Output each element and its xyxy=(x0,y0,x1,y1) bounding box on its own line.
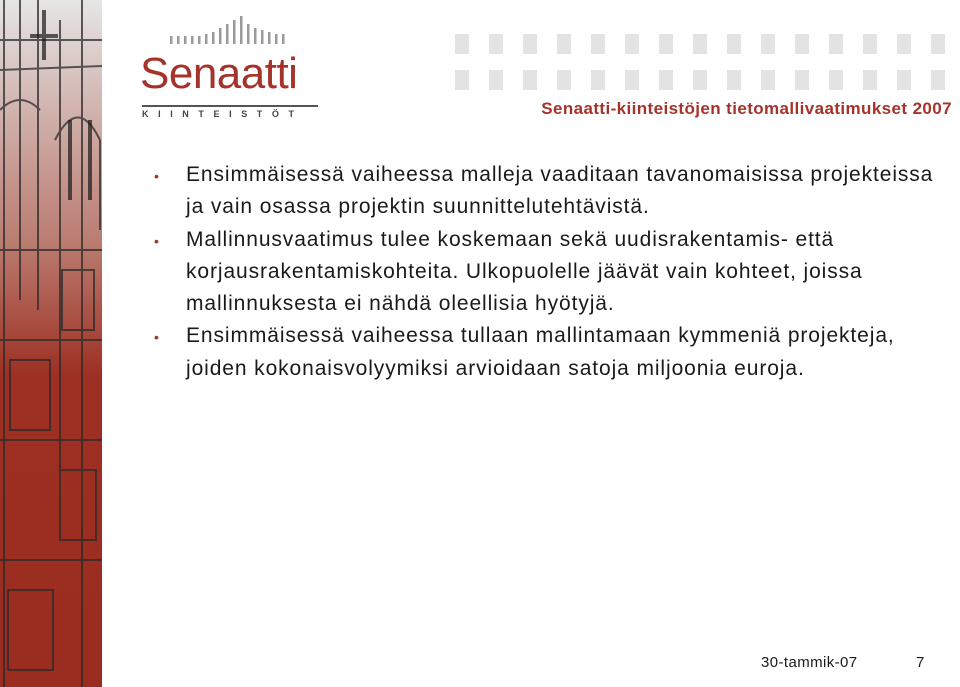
pattern-block xyxy=(591,70,605,90)
pattern-block xyxy=(489,70,503,90)
logo-wordmark: Senaatti xyxy=(140,49,298,98)
pattern-block xyxy=(523,34,537,54)
pattern-block xyxy=(659,70,673,90)
pattern-block xyxy=(693,34,707,54)
pattern-block xyxy=(897,34,911,54)
bullet-item xyxy=(152,224,952,321)
pattern-block xyxy=(557,70,571,90)
pattern-block xyxy=(931,34,945,54)
pattern-block xyxy=(523,70,537,90)
logo-divider xyxy=(142,105,318,107)
pattern-block xyxy=(693,70,707,90)
footer-date: 30-tammik-07 xyxy=(761,654,858,671)
senaatti-logo xyxy=(140,16,325,119)
bullet-icon: • xyxy=(154,232,159,249)
bullet-text: Ensimmäisessä vaiheessa tullaan mallintamaan kymmeniä projekteja, joiden kokonaisvolyymiksi arvioidaan satoja miljoonia euroja. xyxy=(186,324,895,380)
pattern-block xyxy=(761,70,775,90)
slide-header-title: Senaatti-kiinteistöjen tietomallivaatimukset 2007 xyxy=(541,99,952,118)
pattern-block xyxy=(897,70,911,90)
logo-subtitle: KIINTEISTÖT xyxy=(142,109,304,119)
pattern-block xyxy=(931,70,945,90)
bullet-item xyxy=(152,159,952,224)
bullet-list xyxy=(152,159,952,385)
pattern-block xyxy=(455,70,469,90)
bullet-icon: • xyxy=(154,329,159,346)
pattern-block xyxy=(625,34,639,54)
bullet-text: Ensimmäisessä vaiheessa malleja vaaditaan tavanomaisissa projekteissa ja vain osassa projektin suunnittelutehtävistä. xyxy=(186,163,934,219)
bullet-item xyxy=(152,320,952,385)
pattern-block xyxy=(557,34,571,54)
architecture-decoration xyxy=(0,0,102,687)
pattern-block xyxy=(863,70,877,90)
pattern-block xyxy=(795,70,809,90)
pattern-block xyxy=(455,34,469,54)
pattern-block xyxy=(727,70,741,90)
pattern-block xyxy=(829,34,843,54)
pattern-block xyxy=(795,34,809,54)
pattern-block xyxy=(761,34,775,54)
page-number: 7 xyxy=(916,654,925,671)
pattern-block xyxy=(863,34,877,54)
header-pattern xyxy=(455,34,960,94)
pattern-block xyxy=(591,34,605,54)
pattern-block xyxy=(625,70,639,90)
pattern-block xyxy=(727,34,741,54)
bullet-icon: • xyxy=(154,168,159,184)
bullet-text: Mallinnusvaatimus tulee koskemaan sekä uudisrakentamis- että korjausrakentamiskohteita. Ulkopuolelle jäävät vain kohteet, joissa mallinnuksesta ei nähdä oleellisia hyötyjä. xyxy=(186,227,863,316)
pattern-block xyxy=(829,70,843,90)
pattern-block xyxy=(659,34,673,54)
logo-bars-icon xyxy=(170,16,320,48)
pattern-block xyxy=(489,34,503,54)
